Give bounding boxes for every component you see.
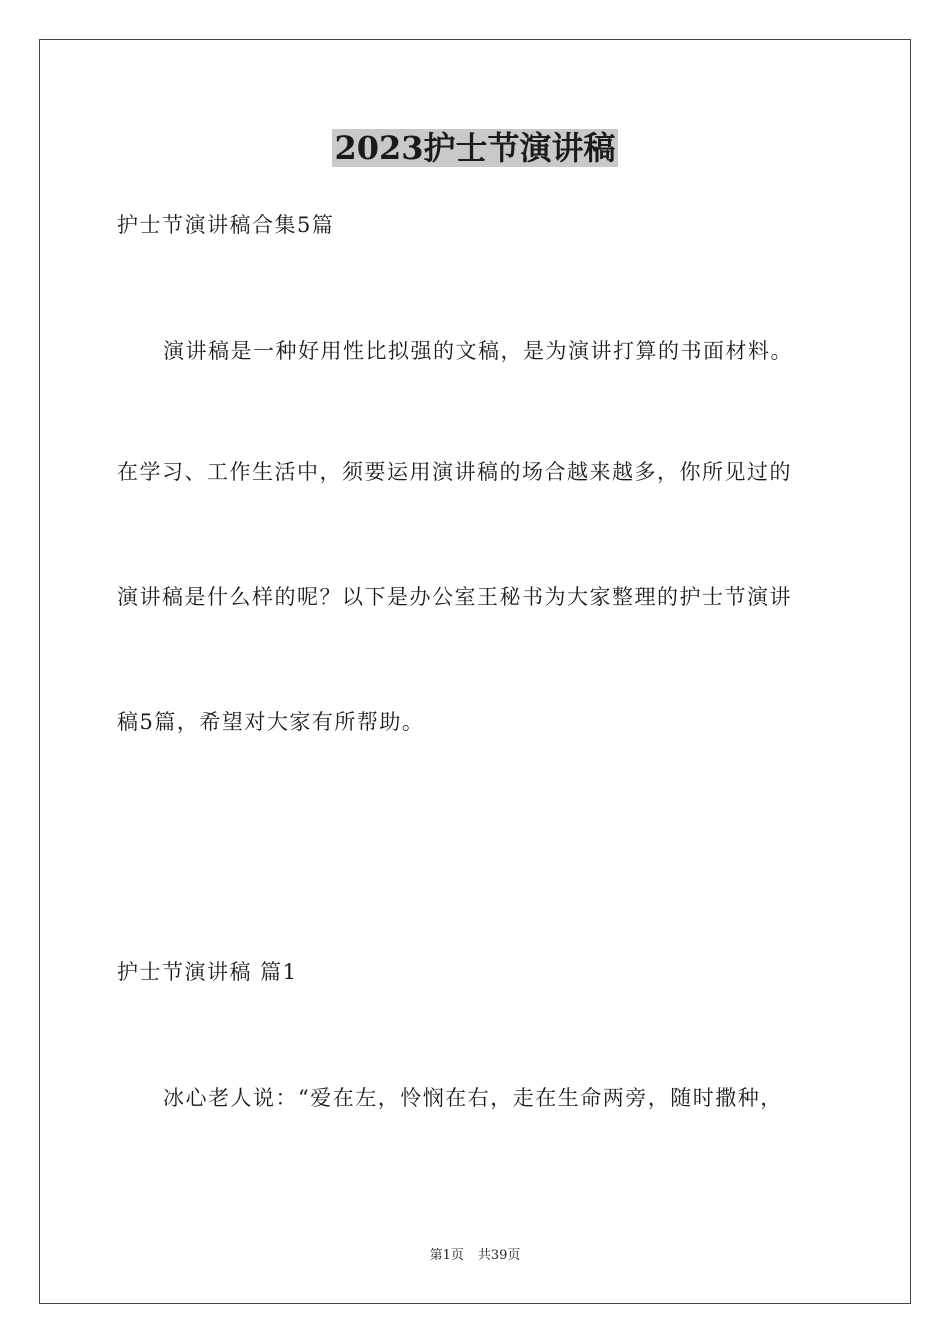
section-heading: 护士节演讲稿 篇1	[117, 960, 298, 984]
section-paragraph-line-1: 冰心老人说：“爱在左，怜悯在右，走在生命两旁，随时撒种，	[163, 1086, 783, 1110]
paragraph-line-4: 稿5篇，希望对大家有所帮助。	[117, 710, 425, 734]
document-subtitle: 护士节演讲稿合集5篇	[117, 213, 335, 237]
document-title-text: 2023护士节演讲稿	[334, 129, 616, 167]
total-pages: 共39页	[477, 1248, 521, 1263]
document-title	[0, 126, 950, 170]
paragraph-line-2: 在学习、工作生活中，须要运用演讲稿的场合越来越多，你所见过的	[117, 460, 792, 484]
paragraph-line-1: 演讲稿是一种好用性比拟强的文稿，是为演讲打算的书面材料。	[163, 339, 793, 363]
paragraph-line-3: 演讲稿是什么样的呢？以下是办公室王秘书为大家整理的护士节演讲	[117, 585, 792, 609]
page-number: 第1页	[429, 1248, 464, 1263]
page-footer	[0, 1247, 950, 1265]
